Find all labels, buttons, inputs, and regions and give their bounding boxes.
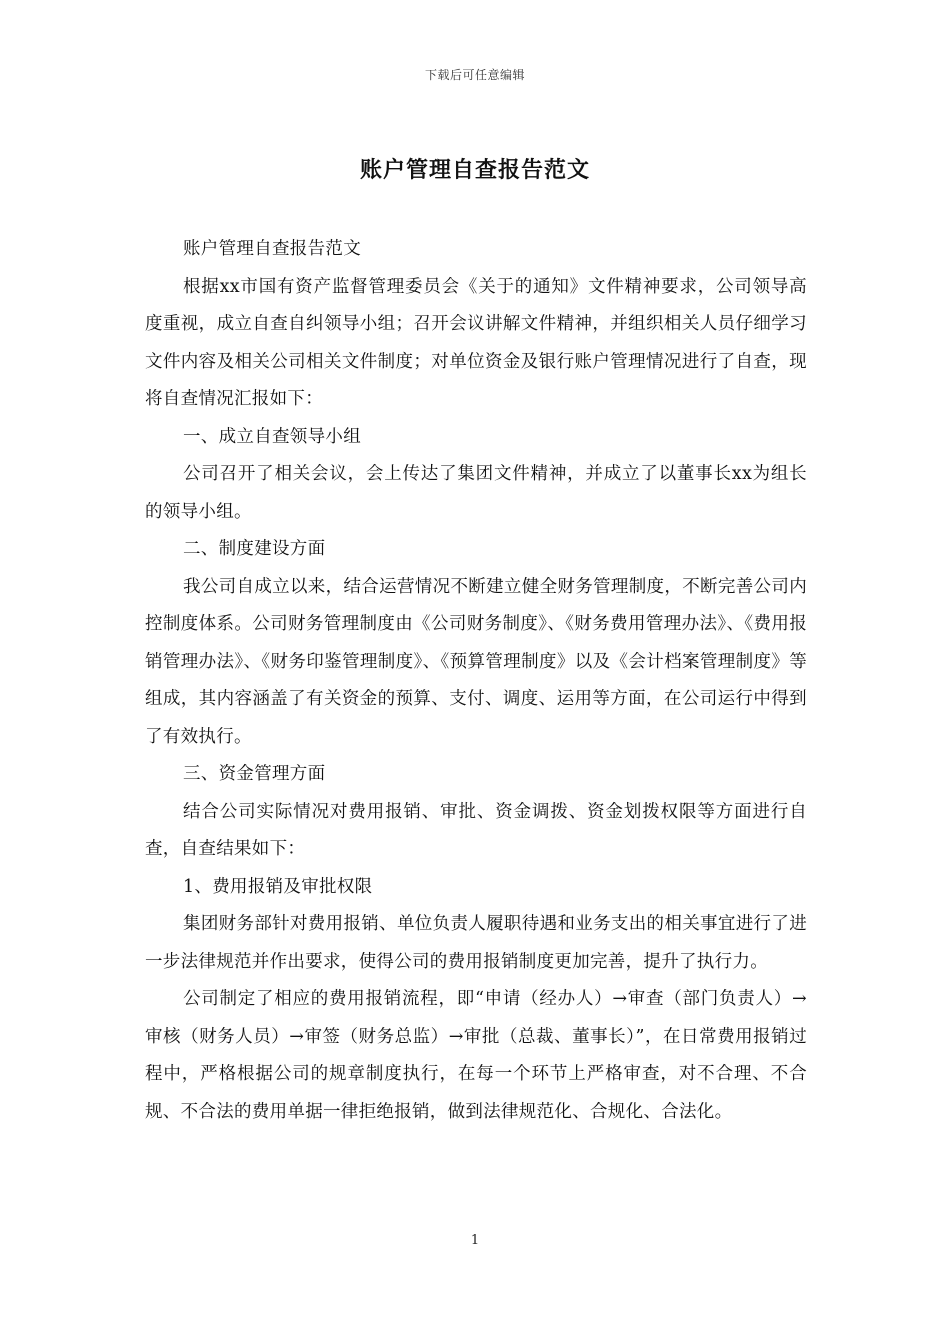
section-heading-2: 二、制度建设方面 — [183, 539, 326, 559]
document-title: 账户管理自查报告范文 — [359, 158, 590, 183]
paragraph-section-1: 公司召开了相关会议，会上传达了集团文件精神，并成立了以董事长xx为组长的领导小组。 — [145, 464, 807, 522]
section-heading-3: 三、资金管理方面 — [183, 764, 326, 784]
header-note: 下载后可任意编辑 — [424, 68, 525, 82]
paragraph-subsection-1a: 集团财务部针对费用报销、单位负责人履职待遇和业务支出的相关事宜进行了进一步法律规范并作出要求，使得公司的费用报销制度更加完善，提升了执行力。 — [145, 914, 807, 972]
paragraph-background: 根据xx市国有资产监督管理委员会《关于的通知》文件精神要求，公司领导高度重视，成立自查自纠领导小组；召开会议讲解文件精神，并组织相关人员仔细学习文件内容及相关公司相关文件制度；对单位资金及银行账户管理情况进行了自查，现将自查情况汇报如下： — [145, 276, 807, 409]
page-number: 1 — [470, 1233, 480, 1248]
document-body — [145, 231, 807, 1131]
section-heading-1: 一、成立自查领导小组 — [183, 426, 361, 447]
paragraph-subsection-1b: 公司制定了相应的费用报销流程，即“申请（经办人）→审查（部门负责人）→审核（财务人员）→审签（财务总监）→审批（总裁、董事长）”，在日常费用报销过程中，严格根据公司的规章制度执行，在每一个环节上严格审查，对不合理、不合规、不合法的费用单据一律拒绝报销，做到法律规范化、合规化、合法化。 — [145, 989, 807, 1122]
subsection-heading-1: 1、费用报销及审批权限 — [183, 876, 373, 897]
paragraph-intro-title: 账户管理自查报告范文 — [183, 239, 361, 259]
paragraph-section-2: 我公司自成立以来，结合运营情况不断建立健全财务管理制度，不断完善公司内控制度体系。公司财务管理制度由《公司财务制度》、《财务费用管理办法》、《费用报销管理办法》、《财务印鉴管理制度》、《预算管理制度》以及《会计档案管理制度》等组成，其内容涵盖了有关资金的预算、支付、调度、运用等方面，在公司运行中得到了有效执行。 — [145, 576, 807, 747]
paragraph-section-3: 结合公司实际情况对费用报销、审批、资金调拨、资金划拨权限等方面进行自查，自查结果如下： — [145, 801, 807, 859]
